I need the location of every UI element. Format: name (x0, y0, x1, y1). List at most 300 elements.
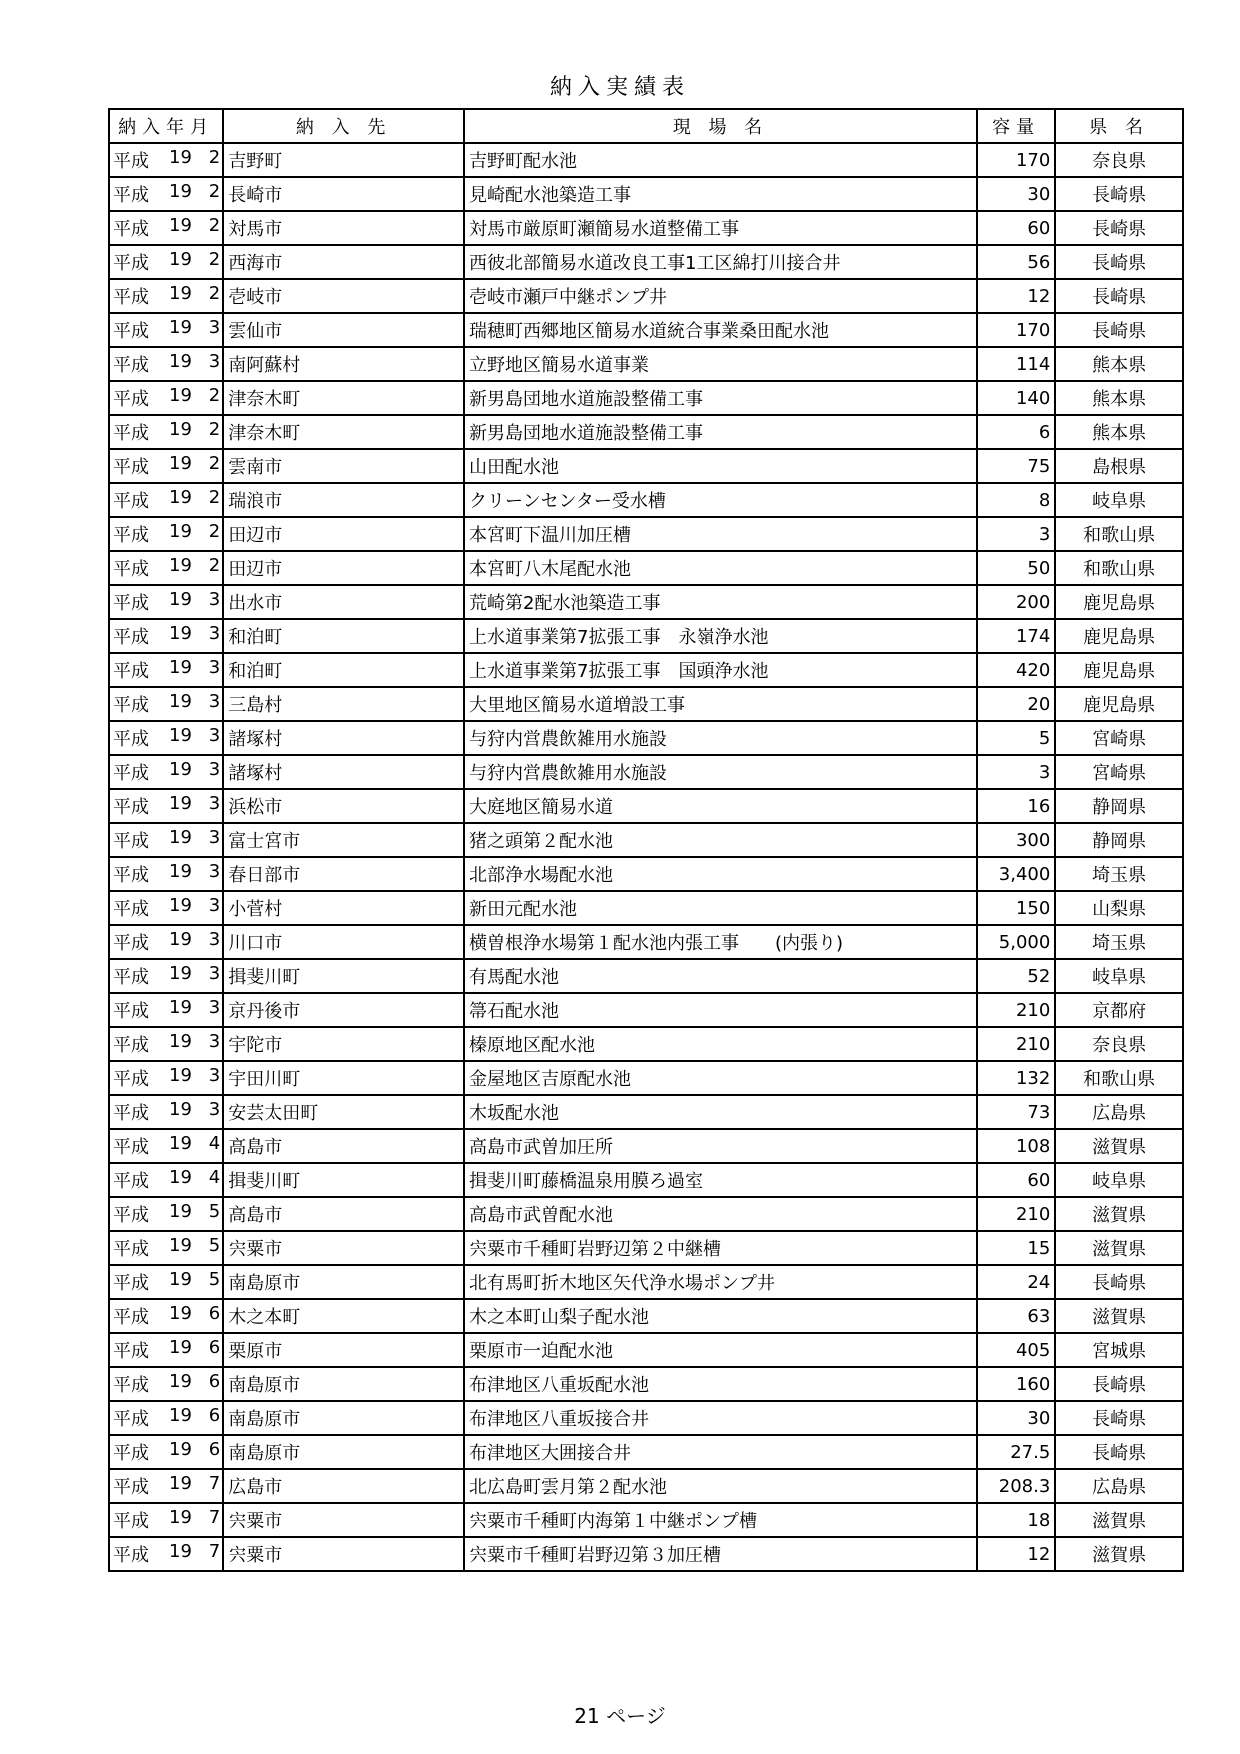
site-name-cell: 高島市武曽加圧所 (464, 1129, 977, 1163)
month-text: 3 (208, 929, 221, 950)
delivery-date-cell (109, 1435, 223, 1469)
era-text: 平成 (113, 1307, 149, 1328)
capacity-cell: 132 (977, 1061, 1055, 1095)
client-cell: 雲仙市 (223, 313, 464, 347)
capacity-cell: 20 (977, 687, 1055, 721)
prefecture-cell: 滋賀県 (1055, 1537, 1183, 1571)
table-row (109, 1401, 1183, 1435)
table-row (109, 517, 1183, 551)
site-name-cell: 本宮町八木尾配水池 (464, 551, 977, 585)
site-name-cell: 高島市武曽配水池 (464, 1197, 977, 1231)
site-name-cell: 布津地区八重坂接合井 (464, 1401, 977, 1435)
capacity-cell: 8 (977, 483, 1055, 517)
delivery-date-cell (109, 891, 223, 925)
delivery-date-cell (109, 959, 223, 993)
delivery-date-cell (109, 449, 223, 483)
era-text: 平成 (113, 559, 149, 580)
year-text: 19 (169, 1167, 192, 1188)
year-text: 19 (169, 1439, 192, 1460)
site-name-cell: 横曽根浄水場第１配水池内張工事 (内張り) (464, 925, 977, 959)
year-text: 19 (169, 487, 192, 508)
header-row (109, 109, 1183, 143)
site-name-cell: 宍粟市千種町岩野辺第３加圧槽 (464, 1537, 977, 1571)
capacity-cell: 108 (977, 1129, 1055, 1163)
header-delivery-date: 納入年月 (109, 109, 223, 143)
era-text: 平成 (113, 933, 149, 954)
client-cell: 諸塚村 (223, 755, 464, 789)
month-text: 2 (208, 555, 221, 576)
era-text: 平成 (113, 1511, 149, 1532)
client-cell: 瑞浪市 (223, 483, 464, 517)
month-text: 2 (208, 147, 221, 168)
table-row (109, 1333, 1183, 1367)
year-text: 19 (169, 385, 192, 406)
site-name-cell: 栗原市一迫配水池 (464, 1333, 977, 1367)
table-row (109, 1231, 1183, 1265)
table-row (109, 1163, 1183, 1197)
prefecture-cell: 滋賀県 (1055, 1299, 1183, 1333)
client-cell: 宍粟市 (223, 1503, 464, 1537)
era-text: 平成 (113, 525, 149, 546)
client-cell: 雲南市 (223, 449, 464, 483)
client-cell: 揖斐川町 (223, 959, 464, 993)
prefecture-cell: 鹿児島県 (1055, 619, 1183, 653)
prefecture-cell: 京都府 (1055, 993, 1183, 1027)
delivery-date-cell (109, 279, 223, 313)
prefecture-cell: 広島県 (1055, 1469, 1183, 1503)
capacity-cell: 12 (977, 279, 1055, 313)
client-cell: 和泊町 (223, 653, 464, 687)
era-text: 平成 (113, 389, 149, 410)
capacity-cell: 210 (977, 1027, 1055, 1061)
table-row (109, 313, 1183, 347)
site-name-cell: 北有馬町折木地区矢代浄水場ポンプ井 (464, 1265, 977, 1299)
month-text: 2 (208, 419, 221, 440)
year-text: 19 (169, 1337, 192, 1358)
delivery-date-cell (109, 1503, 223, 1537)
site-name-cell: 箒石配水池 (464, 993, 977, 1027)
delivery-date-cell (109, 211, 223, 245)
year-text: 19 (169, 861, 192, 882)
client-cell: 南阿蘇村 (223, 347, 464, 381)
header-capacity: 容量 (977, 109, 1055, 143)
year-text: 19 (169, 691, 192, 712)
table-row (109, 1129, 1183, 1163)
table-row (109, 585, 1183, 619)
month-text: 3 (208, 623, 221, 644)
capacity-cell: 3 (977, 517, 1055, 551)
prefecture-cell: 和歌山県 (1055, 1061, 1183, 1095)
delivery-date-cell (109, 755, 223, 789)
capacity-cell: 5 (977, 721, 1055, 755)
era-text: 平成 (113, 1001, 149, 1022)
year-text: 19 (169, 725, 192, 746)
era-text: 平成 (113, 1477, 149, 1498)
prefecture-cell: 長崎県 (1055, 1401, 1183, 1435)
year-text: 19 (169, 1099, 192, 1120)
era-text: 平成 (113, 1239, 149, 1260)
month-text: 2 (208, 283, 221, 304)
table-row (109, 823, 1183, 857)
prefecture-cell: 熊本県 (1055, 381, 1183, 415)
prefecture-cell: 鹿児島県 (1055, 687, 1183, 721)
month-text: 6 (208, 1439, 221, 1460)
client-cell: 宍粟市 (223, 1231, 464, 1265)
client-cell: 春日部市 (223, 857, 464, 891)
delivery-date-cell (109, 143, 223, 177)
month-text: 5 (208, 1201, 221, 1222)
year-text: 19 (169, 1201, 192, 1222)
delivery-date-cell (109, 1231, 223, 1265)
site-name-cell: クリーンセンター受水槽 (464, 483, 977, 517)
capacity-cell: 160 (977, 1367, 1055, 1401)
delivery-date-cell (109, 313, 223, 347)
prefecture-cell: 長崎県 (1055, 1435, 1183, 1469)
page-title: 納入実績表 (549, 75, 690, 100)
table-row (109, 1027, 1183, 1061)
delivery-date-cell (109, 653, 223, 687)
delivery-date-cell (109, 1163, 223, 1197)
client-cell: 川口市 (223, 925, 464, 959)
year-text: 19 (169, 963, 192, 984)
month-text: 2 (208, 249, 221, 270)
capacity-cell: 420 (977, 653, 1055, 687)
capacity-cell: 75 (977, 449, 1055, 483)
delivery-date-cell (109, 789, 223, 823)
era-text: 平成 (113, 287, 149, 308)
month-text: 5 (208, 1269, 221, 1290)
table-body (109, 143, 1183, 1571)
month-text: 3 (208, 691, 221, 712)
delivery-date-cell (109, 177, 223, 211)
delivery-date-cell (109, 1027, 223, 1061)
year-text: 19 (169, 997, 192, 1018)
delivery-date-cell (109, 415, 223, 449)
year-text: 19 (169, 1031, 192, 1052)
delivery-date-cell (109, 483, 223, 517)
delivery-date-cell (109, 517, 223, 551)
client-cell: 吉野町 (223, 143, 464, 177)
era-text: 平成 (113, 729, 149, 750)
site-name-cell: 宍粟市千種町岩野辺第２中継槽 (464, 1231, 977, 1265)
site-name-cell: 有馬配水池 (464, 959, 977, 993)
site-name-cell: 北広島町雲月第２配水池 (464, 1469, 977, 1503)
client-cell: 小菅村 (223, 891, 464, 925)
site-name-cell: 布津地区八重坂配水池 (464, 1367, 977, 1401)
year-text: 19 (169, 181, 192, 202)
capacity-cell: 200 (977, 585, 1055, 619)
client-cell: 田辺市 (223, 551, 464, 585)
prefecture-cell: 和歌山県 (1055, 517, 1183, 551)
month-text: 2 (208, 521, 221, 542)
month-text: 3 (208, 317, 221, 338)
month-text: 7 (208, 1473, 221, 1494)
year-text: 19 (169, 623, 192, 644)
capacity-cell: 73 (977, 1095, 1055, 1129)
client-cell: 壱岐市 (223, 279, 464, 313)
table-row (109, 347, 1183, 381)
client-cell: 西海市 (223, 245, 464, 279)
capacity-cell: 208.3 (977, 1469, 1055, 1503)
era-text: 平成 (113, 593, 149, 614)
delivery-date-cell (109, 585, 223, 619)
site-name-cell: 大庭地区簡易水道 (464, 789, 977, 823)
month-text: 3 (208, 725, 221, 746)
table-row (109, 551, 1183, 585)
capacity-cell: 5,000 (977, 925, 1055, 959)
prefecture-cell: 滋賀県 (1055, 1231, 1183, 1265)
era-text: 平成 (113, 763, 149, 784)
delivery-date-cell (109, 1537, 223, 1571)
month-text: 3 (208, 657, 221, 678)
client-cell: 高島市 (223, 1129, 464, 1163)
month-text: 3 (208, 827, 221, 848)
header-client: 納 入 先 (223, 109, 464, 143)
header-prefecture: 県 名 (1055, 109, 1183, 143)
delivery-date-cell (109, 1129, 223, 1163)
table-row (109, 891, 1183, 925)
prefecture-cell: 滋賀県 (1055, 1129, 1183, 1163)
era-text: 平成 (113, 831, 149, 852)
capacity-cell: 405 (977, 1333, 1055, 1367)
delivery-date-cell (109, 1061, 223, 1095)
site-name-cell: 与狩内営農飲雑用水施設 (464, 755, 977, 789)
month-text: 3 (208, 351, 221, 372)
site-name-cell: 新男島団地水道施設整備工事 (464, 415, 977, 449)
month-text: 2 (208, 385, 221, 406)
client-cell: 木之本町 (223, 1299, 464, 1333)
era-text: 平成 (113, 1375, 149, 1396)
client-cell: 津奈木町 (223, 381, 464, 415)
table-row (109, 1537, 1183, 1571)
prefecture-cell: 奈良県 (1055, 1027, 1183, 1061)
delivery-date-cell (109, 721, 223, 755)
capacity-cell: 170 (977, 143, 1055, 177)
client-cell: 三島村 (223, 687, 464, 721)
era-text: 平成 (113, 967, 149, 988)
table-row (109, 687, 1183, 721)
table-row (109, 1299, 1183, 1333)
delivery-date-cell (109, 925, 223, 959)
year-text: 19 (169, 147, 192, 168)
era-text: 平成 (113, 1069, 149, 1090)
capacity-cell: 6 (977, 415, 1055, 449)
site-name-cell: 吉野町配水池 (464, 143, 977, 177)
client-cell: 諸塚村 (223, 721, 464, 755)
capacity-cell: 50 (977, 551, 1055, 585)
prefecture-cell: 宮崎県 (1055, 721, 1183, 755)
site-name-cell: 上水道事業第7拡張工事 永嶺浄水池 (464, 619, 977, 653)
site-name-cell: 新男島団地水道施設整備工事 (464, 381, 977, 415)
table-row (109, 653, 1183, 687)
delivery-date-cell (109, 1333, 223, 1367)
prefecture-cell: 長崎県 (1055, 245, 1183, 279)
era-text: 平成 (113, 491, 149, 512)
table-row (109, 483, 1183, 517)
year-text: 19 (169, 1269, 192, 1290)
prefecture-cell: 長崎県 (1055, 1367, 1183, 1401)
year-text: 19 (169, 419, 192, 440)
month-text: 3 (208, 895, 221, 916)
capacity-cell: 170 (977, 313, 1055, 347)
client-cell: 和泊町 (223, 619, 464, 653)
month-text: 3 (208, 861, 221, 882)
site-name-cell: 壱岐市瀬戸中継ポンプ井 (464, 279, 977, 313)
table-row (109, 993, 1183, 1027)
year-text: 19 (169, 317, 192, 338)
era-text: 平成 (113, 423, 149, 444)
table-row (109, 925, 1183, 959)
era-text: 平成 (113, 1443, 149, 1464)
client-cell: 津奈木町 (223, 415, 464, 449)
year-text: 19 (169, 589, 192, 610)
delivery-date-cell (109, 857, 223, 891)
era-text: 平成 (113, 457, 149, 478)
capacity-cell: 140 (977, 381, 1055, 415)
era-text: 平成 (113, 321, 149, 342)
month-text: 4 (208, 1167, 221, 1188)
month-text: 7 (208, 1541, 221, 1562)
month-text: 5 (208, 1235, 221, 1256)
table-row (109, 789, 1183, 823)
prefecture-cell: 岐阜県 (1055, 483, 1183, 517)
year-text: 19 (169, 453, 192, 474)
capacity-cell: 174 (977, 619, 1055, 653)
client-cell: 南島原市 (223, 1401, 464, 1435)
table-row (109, 857, 1183, 891)
prefecture-cell: 静岡県 (1055, 789, 1183, 823)
era-text: 平成 (113, 1137, 149, 1158)
delivery-date-cell (109, 1367, 223, 1401)
table-row (109, 245, 1183, 279)
site-name-cell: 対馬市厳原町瀬簡易水道整備工事 (464, 211, 977, 245)
table-row (109, 721, 1183, 755)
client-cell: 浜松市 (223, 789, 464, 823)
year-text: 19 (169, 793, 192, 814)
capacity-cell: 300 (977, 823, 1055, 857)
year-text: 19 (169, 1133, 192, 1154)
prefecture-cell: 埼玉県 (1055, 857, 1183, 891)
capacity-cell: 60 (977, 1163, 1055, 1197)
era-text: 平成 (113, 865, 149, 886)
prefecture-cell: 滋賀県 (1055, 1197, 1183, 1231)
client-cell: 京丹後市 (223, 993, 464, 1027)
year-text: 19 (169, 1371, 192, 1392)
prefecture-cell: 広島県 (1055, 1095, 1183, 1129)
table-row (109, 279, 1183, 313)
prefecture-cell: 岐阜県 (1055, 959, 1183, 993)
prefecture-cell: 長崎県 (1055, 177, 1183, 211)
client-cell: 宇陀市 (223, 1027, 464, 1061)
prefecture-cell: 奈良県 (1055, 143, 1183, 177)
prefecture-cell: 宮崎県 (1055, 755, 1183, 789)
month-text: 2 (208, 215, 221, 236)
capacity-cell: 16 (977, 789, 1055, 823)
table-row (109, 415, 1183, 449)
era-text: 平成 (113, 185, 149, 206)
year-text: 19 (169, 657, 192, 678)
prefecture-cell: 長崎県 (1055, 1265, 1183, 1299)
era-text: 平成 (113, 899, 149, 920)
site-name-cell: 木坂配水池 (464, 1095, 977, 1129)
capacity-cell: 150 (977, 891, 1055, 925)
client-cell: 南島原市 (223, 1265, 464, 1299)
capacity-cell: 60 (977, 211, 1055, 245)
header-site-name: 現 場 名 (464, 109, 977, 143)
prefecture-cell: 島根県 (1055, 449, 1183, 483)
table-row (109, 1469, 1183, 1503)
year-text: 19 (169, 895, 192, 916)
capacity-cell: 63 (977, 1299, 1055, 1333)
era-text: 平成 (113, 797, 149, 818)
year-text: 19 (169, 555, 192, 576)
site-name-cell: 瑞穂町西郷地区簡易水道統合事業桑田配水池 (464, 313, 977, 347)
prefecture-cell: 和歌山県 (1055, 551, 1183, 585)
year-text: 19 (169, 1065, 192, 1086)
site-name-cell: 立野地区簡易水道事業 (464, 347, 977, 381)
site-name-cell: 揖斐川町藤橋温泉用膜ろ過室 (464, 1163, 977, 1197)
page-number: 21 ページ (574, 1704, 666, 1728)
delivery-date-cell (109, 1265, 223, 1299)
client-cell: 田辺市 (223, 517, 464, 551)
capacity-cell: 24 (977, 1265, 1055, 1299)
site-name-cell: 西彼北部簡易水道改良工事1工区綿打川接合井 (464, 245, 977, 279)
capacity-cell: 27.5 (977, 1435, 1055, 1469)
month-text: 3 (208, 963, 221, 984)
era-text: 平成 (113, 1103, 149, 1124)
client-cell: 出水市 (223, 585, 464, 619)
site-name-cell: 荒崎第2配水池築造工事 (464, 585, 977, 619)
prefecture-cell: 宮城県 (1055, 1333, 1183, 1367)
delivery-date-cell (109, 381, 223, 415)
month-text: 3 (208, 997, 221, 1018)
prefecture-cell: 山梨県 (1055, 891, 1183, 925)
site-name-cell: 新田元配水池 (464, 891, 977, 925)
client-cell: 宇田川町 (223, 1061, 464, 1095)
client-cell: 栗原市 (223, 1333, 464, 1367)
site-name-cell: 宍粟市千種町内海第１中継ポンプ槽 (464, 1503, 977, 1537)
month-text: 6 (208, 1371, 221, 1392)
client-cell: 揖斐川町 (223, 1163, 464, 1197)
prefecture-cell: 岐阜県 (1055, 1163, 1183, 1197)
delivery-date-cell (109, 993, 223, 1027)
table-row (109, 1367, 1183, 1401)
year-text: 19 (169, 283, 192, 304)
client-cell: 富士宮市 (223, 823, 464, 857)
month-text: 4 (208, 1133, 221, 1154)
era-text: 平成 (113, 1341, 149, 1362)
prefecture-cell: 滋賀県 (1055, 1503, 1183, 1537)
client-cell: 高島市 (223, 1197, 464, 1231)
site-name-cell: 与狩内営農飲雑用水施設 (464, 721, 977, 755)
client-cell: 安芸太田町 (223, 1095, 464, 1129)
year-text: 19 (169, 249, 192, 270)
site-name-cell: 見崎配水池築造工事 (464, 177, 977, 211)
table-row (109, 755, 1183, 789)
era-text: 平成 (113, 1545, 149, 1566)
site-name-cell: 山田配水池 (464, 449, 977, 483)
table-row (109, 619, 1183, 653)
era-text: 平成 (113, 253, 149, 274)
site-name-cell: 金屋地区吉原配水池 (464, 1061, 977, 1095)
table-row (109, 1061, 1183, 1095)
capacity-cell: 210 (977, 993, 1055, 1027)
year-text: 19 (169, 759, 192, 780)
year-text: 19 (169, 521, 192, 542)
year-text: 19 (169, 1303, 192, 1324)
month-text: 3 (208, 1065, 221, 1086)
site-name-cell: 猪之頭第２配水池 (464, 823, 977, 857)
